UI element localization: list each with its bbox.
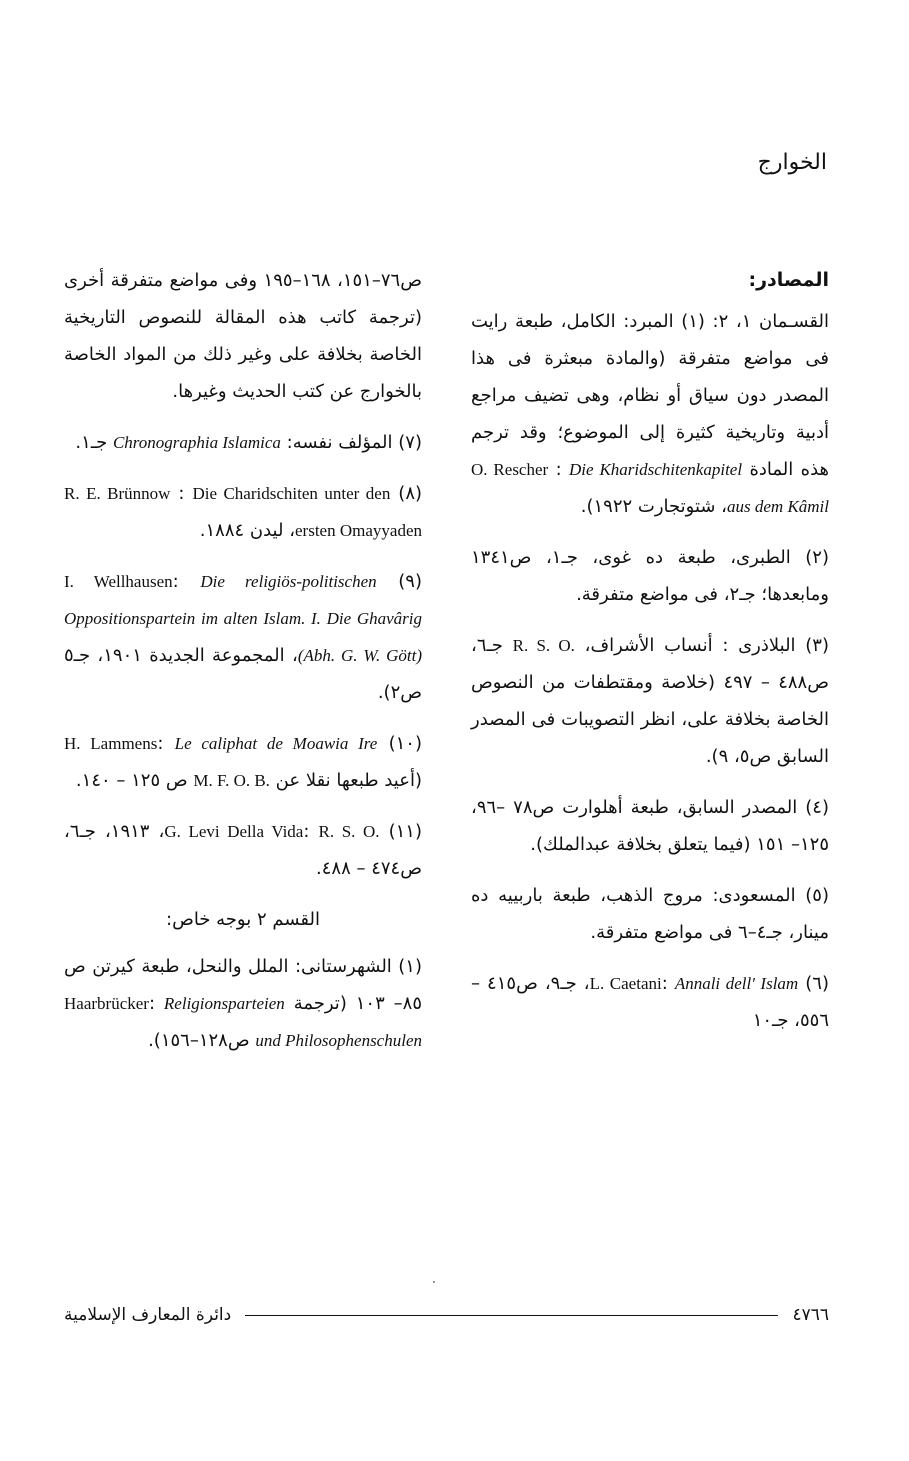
publication-title: دائرة المعارف الإسلامية [64, 1305, 232, 1325]
page-footer [64, 1300, 829, 1330]
left-column [64, 262, 422, 1073]
source-entry-7: (٧) المؤلف نفسه: Chronographia Islamica جـ١. [75, 432, 422, 453]
source-entry-10: (١٠) H. Lammens: Le caliphat de Moawia Ire (أعيد طبعها نقلا عن M. F. O. B. ص ١٢٥ – ١٤٠. [64, 733, 422, 791]
source-entry-11: (١١) G. Levi Della Vida: R. S. O.، ١٩١٣، جـ٦، ص٤٧٤ – ٤٨٨. [64, 821, 423, 879]
page-number: ٤٧٦٦ [792, 1305, 829, 1325]
source-entry-3: (٣) البلاذرى : أنساب الأشراف، R. S. O. جـ٦، ص٤٨٨ – ٤٩٧ (خلاصة ومقتطفات من النصوص الخاصة بخلافة على، انظر التصويبات فى المصدر السابق ص٥، ٩). [471, 635, 829, 767]
footer-rule [245, 1315, 778, 1316]
source-entry-2: (٢) الطبرى، طبعة ده غوى، جـ١، ص١٣٤١ ومابعدها؛ جـ٢، فى مواضع متفرقة. [471, 547, 829, 605]
right-column [471, 262, 829, 1053]
section-2-heading: القسم ٢ بوجه خاص: [166, 909, 320, 930]
sources-heading: المصادر: [748, 269, 829, 291]
source-entry-9: (٩) I. Wellhausen: Die religiös-politischen Oppositionspartein im alten Islam. I. Die Ghavârig (Abh. G. W. Gött)، المجموعة الجديدة ١٩٠١، جـ٥ ص٢). [64, 571, 422, 703]
section-2-entry-1: (١) الشهرستانى: الملل والنحل، طبعة كيرتن ص ٨٥– ١٠٣ (ترجمة Haarbrücker: Religionsparteien und Philosophenschulen ص١٢٨–١٥٦). [64, 956, 422, 1051]
source-entry-1: القسـمان ١، ٢: (١) المبرد: الكامل، طبعة رايت فى مواضع متفرقة (والمادة مبعثرة فى هذا المصدر دون سياق أو نظام، وهى تضيف مراجع أدبية وتاريخية كثيرة إلى الموضوع؛ وقد ترجم هذه المادة O. Rescher : Die Kharidschitenkapitel aus dem Kâmil، شتوتجارت ١٩٢٢). [471, 311, 830, 517]
source-entry-6-continued: ص٧٦–١٥١، ١٦٨–١٩٥ وفى مواضع متفرقة أخرى (ترجمة كاتب هذه المقالة للنصوص التاريخية الخاصة بخلافة على وغير ذلك من المواد الخاصة بالخوارج عن كتب الحديث وغيرها. [64, 270, 422, 402]
scan-speck [433, 1281, 435, 1283]
source-entry-6: (٦) L. Caetani: Annali dell' Islam، جـ٩، ص٤١٥ –٥٥٦، جـ١٠ [471, 973, 829, 1031]
source-entry-8: (٨) R. E. Brünnow : Die Charidschiten unter den ersten Omayyaden، ليدن ١٨٨٤. [64, 483, 423, 541]
running-title: الخوارج [757, 150, 827, 175]
source-entry-4: (٤) المصدر السابق، طبعة أهلوارت ص٧٨ –٩٦، ١٢٥– ١٥١ (فيما يتعلق بخلافة عبدالملك). [471, 797, 829, 855]
source-entry-5: (٥) المسعودى: مروج الذهب، طبعة باربييه ده مينار، جـ٤–٦ فى مواضع متفرقة. [471, 885, 829, 943]
